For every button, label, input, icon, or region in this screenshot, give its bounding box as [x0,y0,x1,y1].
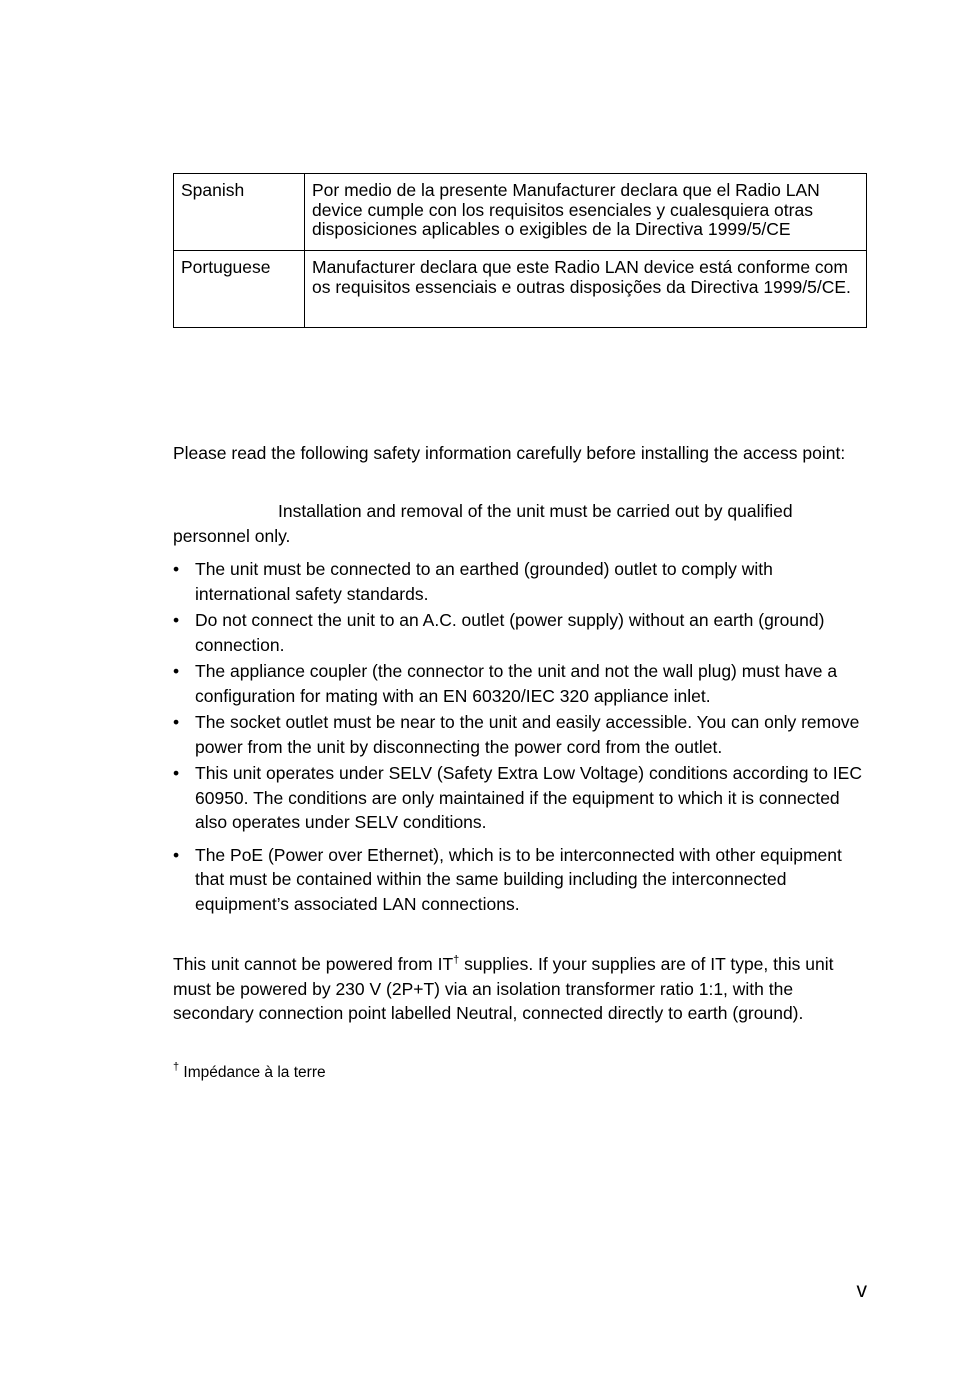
list-item [173,761,867,835]
safety-intro: Please read the following safety information carefully before installing the access point: [173,443,846,463]
footnote [173,1063,326,1083]
footnote-marker: † [453,954,460,966]
bullet-icon: • [173,610,180,630]
list-item [173,843,867,917]
list-item [173,608,867,657]
bullet-icon: • [173,661,180,681]
declaration-table [173,173,867,328]
list-item-text: This unit operates under SELV (Safety Extra Low Voltage) conditions according to IEC 60950. The conditions are only maintained if the equipment to which it is connected also operates under SELV conditions. [195,763,862,832]
it-supplies-note [173,952,867,1026]
list-item [173,710,867,759]
list-item [173,659,867,708]
it-note-text-end: supplies. If your supplies are of IT type, this unit must be powered by 230 V (2P+T) via an isolation transformer ratio 1:1, with the secondary connection point labelled Neutral, connected directly to earth (ground). [173,954,834,1023]
list-item-text: The PoE (Power over Ethernet), which is to be interconnected with other equipment that must be contained within the same building including the interconnected equipment’s associated LAN connections. [195,844,842,914]
table-row [174,251,867,328]
declaration-text-cell: Por medio de la presente Manufacturer declara que el Radio LAN device cumple con los requisitos esenciales y cualesquiera otras disposiciones aplicables o exigibles de la Directiva 1999/5/CE [305,174,867,251]
list-item [173,557,867,606]
footnote-text: Impédance à la terre [179,1064,326,1081]
list-item-text: The socket outlet must be near to the unit and easily accessible. You can only remove power from the unit by disconnecting the power cord from the outlet. [195,712,860,757]
bullet-icon: • [173,559,180,579]
safety-list [173,557,867,918]
safety-caution: Installation and removal of the unit must be carried out by qualified personnel only. [173,501,793,546]
bullet-icon: • [173,712,180,732]
page-number: v [856,1279,867,1302]
language-cell: Portuguese [174,251,305,328]
bullet-icon: • [173,763,180,783]
table-row [174,174,867,251]
it-note-text-start: This unit cannot be powered from IT [173,954,454,974]
footnote-marker: † [173,1061,180,1073]
declaration-text-cell: Manufacturer declara que este Radio LAN device está conforme com os requisitos essenciais e outras disposições da Directiva 1999/5/CE. [305,251,867,328]
language-cell: Spanish [174,174,305,251]
list-item-text: The appliance coupler (the connector to the unit and not the wall plug) must have a configuration for mating with an EN 60320/IEC 320 appliance inlet. [195,661,838,706]
bullet-icon: • [173,844,180,865]
list-item-text: Do not connect the unit to an A.C. outlet (power supply) without an earth (ground) connection. [195,610,825,655]
list-item-text: The unit must be connected to an earthed (grounded) outlet to comply with international safety standards. [195,559,773,604]
